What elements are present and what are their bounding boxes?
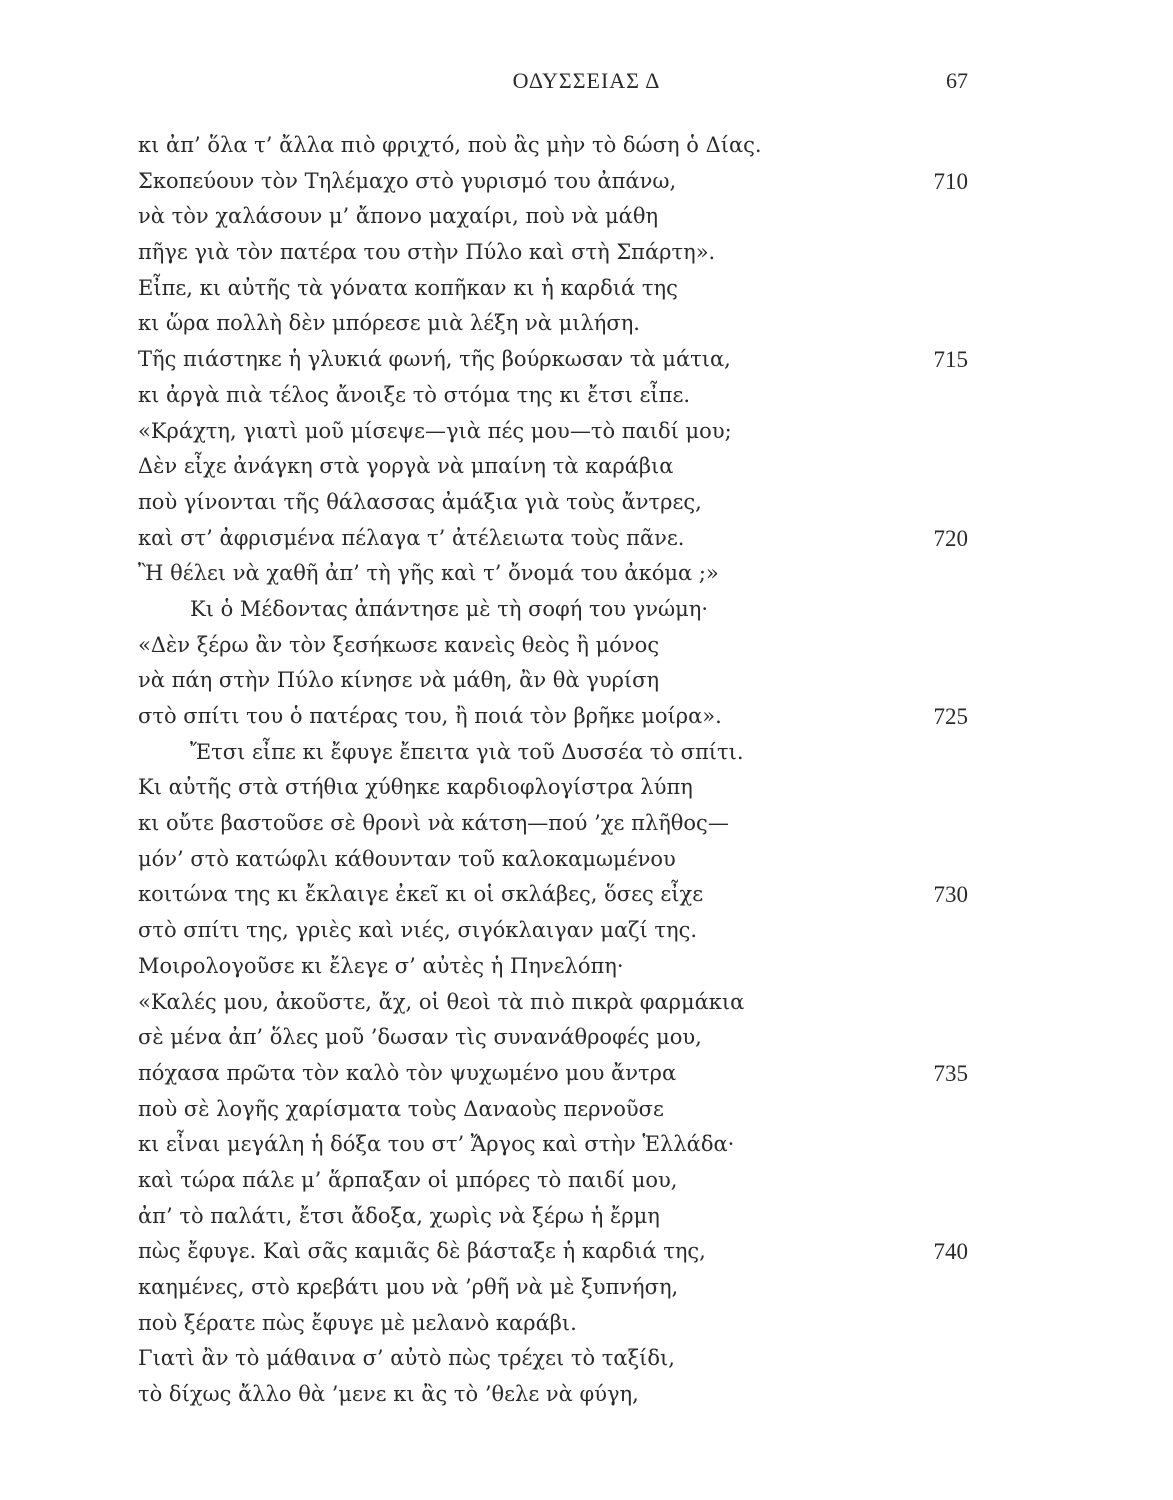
verse-text: Σκοπεύουν τὸν Τηλέμαχο στὸ γυρισμό του ἀπάνω, — [138, 168, 677, 193]
verse-text: Γιατὶ ἂν τὸ μάθαινα σ’ αὐτὸ πὼς τρέχει τὸ ταξίδι, — [138, 1346, 675, 1371]
verse-line — [0, 378, 1173, 414]
verse-text: Ἢ θέλει νὰ χαθῆ ἀπ’ τὴ γῆς καὶ τ’ ὄνομά του ἀκόμα ;» — [138, 561, 719, 586]
verse-line — [0, 699, 1173, 735]
verse-line — [0, 271, 1173, 307]
line-number: 710 — [933, 168, 968, 194]
line-number: 720 — [933, 525, 968, 551]
verse-line — [0, 1020, 1173, 1056]
verse-text: κι ἀργὰ πιὰ τέλος ἄνοιξε τὸ στόμα της κι ἔτσι εἶπε. — [138, 382, 690, 407]
verse-text: νὰ τὸν χαλάσουν μ’ ἄπονο μαχαίρι, ποὺ νὰ μάθη — [138, 204, 659, 229]
verse-line — [0, 449, 1173, 485]
verse-text: καὶ τώρα πάλε μ’ ἅρπαξαν οἱ μπόρες τὸ παιδί μου, — [138, 1167, 678, 1192]
verse-text: κι ὥρα πολλὴ δὲν μπόρεσε μιὰ λέξη νὰ μιλήση. — [138, 311, 640, 336]
line-number: 725 — [933, 704, 968, 729]
verse-text: Ἔτσι εἶπε κι ἔφυγε ἔπειτα γιὰ τοῦ Δυσσέα τὸ σπίτι. — [190, 739, 744, 764]
verse-line — [0, 770, 1173, 806]
verse-text: «Δὲν ξέρω ἂν τὸν ξεσήκωσε κανεὶς θεὸς ἢ μόνος — [138, 632, 660, 657]
verse-text: Δὲν εἶχε ἀνάγκη στὰ γοργὰ νὰ μπαίνη τὰ καράβια — [138, 454, 674, 479]
verse-line — [0, 592, 1173, 628]
verse-text: κι ἀπ’ ὅλα τ’ ἄλλα πιὸ φριχτό, ποὺ ἂς μὴν τὸ δώση ὁ Δίας. — [138, 133, 762, 157]
verse-line — [0, 913, 1173, 949]
verse-text: Μοιρολογοῦσε κι ἔλεγε σ’ αὐτὲς ἡ Πηνελόπη· — [138, 953, 624, 978]
line-number: 715 — [933, 347, 968, 373]
verse-line — [0, 1163, 1173, 1199]
verse-text: Εἶπε, κι αὐτῆς τὰ γόνατα κοπῆκαν κι ἡ καρδιά της — [138, 275, 678, 300]
verse-line — [0, 414, 1173, 450]
running-header — [0, 64, 1173, 100]
verse-line — [0, 485, 1173, 521]
verse-line — [0, 1092, 1173, 1128]
verse-text: στὸ σπίτι του ὁ πατέρας του, ἢ ποιά τὸν βρῆκε μοίρα». — [138, 704, 722, 728]
verse-line — [0, 128, 1173, 164]
verse-text: «Καλές μου, ἀκοῦστε, ἄχ, οἱ θεοὶ τὰ πιὸ πικρὰ φαρμάκια — [138, 989, 745, 1014]
verse-line — [0, 199, 1173, 235]
verse-text: καὶ στ’ ἀφρισμένα πέλαγα τ’ ἀτέλειωτα τοὺς πᾶνε. — [138, 525, 685, 550]
line-number: 730 — [933, 882, 968, 908]
line-number: 740 — [933, 1239, 968, 1265]
verse-line — [0, 1127, 1173, 1163]
verse-text: ποὺ γίνονται τῆς θάλασσας ἀμάξια γιὰ τοὺς ἄντρες, — [138, 489, 702, 514]
verse-text: ποὺ ξέρατε πὼς ἔφυγε μὲ μελανὸ καράβι. — [138, 1310, 577, 1335]
running-title: ΟΔΥΣΣΕΙΑΣ Δ — [512, 68, 661, 93]
verse-block — [0, 128, 1173, 1413]
verse-text: νὰ πάη στὴν Πύλο κίνησε νὰ μάθη, ἂν θὰ γυρίση — [138, 668, 660, 693]
verse-line — [0, 663, 1173, 699]
verse-line — [0, 1056, 1173, 1092]
verse-text: Κι αὐτῆς στὰ στήθια χύθηκε καρδιοφλογίστρα λύπη — [138, 775, 693, 800]
line-number: 735 — [933, 1060, 968, 1086]
page-number: 67 — [946, 68, 968, 93]
verse-line — [0, 521, 1173, 557]
verse-line — [0, 806, 1173, 842]
verse-line — [0, 1270, 1173, 1306]
verse-text: πὼς ἔφυγε. Καὶ σᾶς καμιᾶς δὲ βάσταξε ἡ καρδιά της, — [138, 1239, 706, 1264]
verse-text: τὸ δίχως ἄλλο θὰ ’μενε κι ἂς τὸ ’θελε νὰ φύγη, — [138, 1382, 639, 1407]
verse-text: σὲ μένα ἀπ’ ὅλες μοῦ ’δωσαν τὶς συνανάθροφές μου, — [138, 1025, 702, 1050]
verse-line — [0, 1306, 1173, 1342]
verse-text: κι οὔτε βαστοῦσε σὲ θρονὶ νὰ κάτση—πού ’χε πλῆθος— — [138, 811, 729, 836]
verse-line — [0, 949, 1173, 985]
verse-line — [0, 1341, 1173, 1377]
verse-text: πόχασα πρῶτα τὸν καλὸ τὸν ψυχωμένο μου ἄντρα — [138, 1060, 677, 1085]
verse-text: πῆγε γιὰ τὸν πατέρα του στὴν Πύλο καὶ στὴ Σπάρτη». — [138, 240, 716, 265]
verse-line — [0, 164, 1173, 200]
verse-line — [0, 556, 1173, 592]
verse-text: Τῆς πιάστηκε ἡ γλυκιά φωνή, τῆς βούρκωσαν τὰ μάτια, — [138, 347, 731, 372]
verse-line — [0, 235, 1173, 271]
verse-line — [0, 342, 1173, 378]
verse-text: κοιτώνα της κι ἔκλαιγε ἐκεῖ κι οἱ σκλάβες, ὅσες εἶχε — [138, 882, 704, 907]
verse-line — [0, 842, 1173, 878]
verse-text: «Κράχτη, γιατὶ μοῦ μίσεψε—γιὰ πές μου—τὸ παιδί μου; — [138, 418, 732, 443]
verse-line — [0, 1234, 1173, 1270]
verse-text: ἀπ’ τὸ παλάτι, ἔτσι ἄδοξα, χωρὶς νὰ ξέρω ἡ ἔρμη — [138, 1203, 660, 1228]
verse-text: κι εἶναι μεγάλη ἡ δόξα του στ’ Ἄργος καὶ στὴν Ἑλλάδα· — [138, 1132, 735, 1157]
verse-text: ποὺ σὲ λογῆς χαρίσματα τοὺς Δαναοὺς περνοῦσε — [138, 1096, 664, 1121]
verse-line — [0, 1199, 1173, 1235]
verse-line — [0, 306, 1173, 342]
verse-text: Κι ὁ Μέδοντας ἀπάντησε μὲ τὴ σοφή του γνώμη· — [190, 596, 709, 621]
verse-text: στὸ σπίτι της, γριὲς καὶ νιές, σιγόκλαιγαν μαζί της. — [138, 918, 698, 943]
verse-line — [0, 735, 1173, 771]
verse-line — [0, 628, 1173, 664]
verse-line — [0, 877, 1173, 913]
verse-line — [0, 985, 1173, 1021]
verse-line — [0, 1377, 1173, 1413]
verse-text: καημένες, στὸ κρεβάτι μου νὰ ’ρθῆ νὰ μὲ ξυπνήση, — [138, 1275, 679, 1299]
verse-text: μόν’ στὸ κατώφλι κάθουνταν τοῦ καλοκαμωμένου — [138, 846, 676, 871]
